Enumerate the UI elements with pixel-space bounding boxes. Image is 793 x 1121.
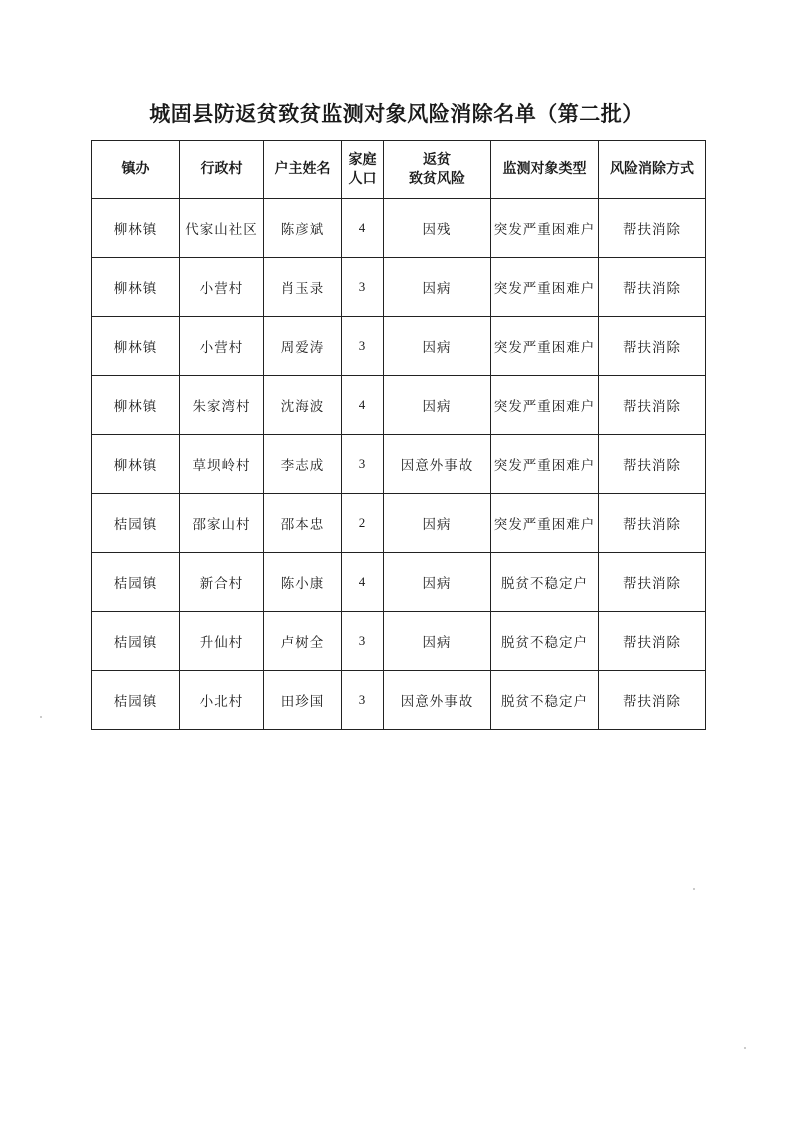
- cell-town: 桔园镇: [92, 671, 180, 730]
- scan-speck: [693, 888, 695, 890]
- cell-removal-method: 帮扶消除: [599, 671, 706, 730]
- cell-monitor-type: 突发严重困难户: [491, 494, 599, 553]
- cell-householder: 卢树全: [264, 612, 342, 671]
- risk-removal-table: [91, 140, 706, 730]
- cell-risk: 因病: [384, 612, 491, 671]
- table-row: [92, 376, 706, 435]
- cell-village: 邵家山村: [180, 494, 264, 553]
- table-row: [92, 612, 706, 671]
- header-town: 镇办: [92, 141, 180, 199]
- cell-monitor-type: 脱贫不稳定户: [491, 553, 599, 612]
- cell-householder: 沈海波: [264, 376, 342, 435]
- cell-town: 桔园镇: [92, 612, 180, 671]
- cell-village: 朱家湾村: [180, 376, 264, 435]
- cell-householder: 陈小康: [264, 553, 342, 612]
- cell-monitor-type: 突发严重困难户: [491, 435, 599, 494]
- cell-village: 草坝岭村: [180, 435, 264, 494]
- cell-family-size: 4: [342, 553, 384, 612]
- cell-family-size: 2: [342, 494, 384, 553]
- cell-town: 柳林镇: [92, 199, 180, 258]
- cell-removal-method: 帮扶消除: [599, 199, 706, 258]
- cell-village: 小营村: [180, 317, 264, 376]
- cell-family-size: 3: [342, 317, 384, 376]
- cell-monitor-type: 突发严重困难户: [491, 199, 599, 258]
- table-row: [92, 553, 706, 612]
- cell-town: 柳林镇: [92, 376, 180, 435]
- cell-householder: 周爱涛: [264, 317, 342, 376]
- cell-monitor-type: 脱贫不稳定户: [491, 612, 599, 671]
- cell-village: 代家山社区: [180, 199, 264, 258]
- cell-removal-method: 帮扶消除: [599, 258, 706, 317]
- header-family-size-line1: 家庭: [348, 151, 377, 168]
- cell-risk: 因病: [384, 317, 491, 376]
- cell-village: 小北村: [180, 671, 264, 730]
- header-monitor-type: 监测对象类型: [491, 141, 599, 199]
- cell-removal-method: 帮扶消除: [599, 376, 706, 435]
- table-row: [92, 258, 706, 317]
- page-title: 城固县防返贫致贫监测对象风险消除名单（第二批）: [149, 101, 644, 126]
- cell-town: 桔园镇: [92, 553, 180, 612]
- table-row: [92, 317, 706, 376]
- cell-risk: 因病: [384, 376, 491, 435]
- cell-monitor-type: 突发严重困难户: [491, 376, 599, 435]
- cell-town: 桔园镇: [92, 494, 180, 553]
- cell-householder: 陈彦斌: [264, 199, 342, 258]
- header-householder: 户主姓名: [264, 141, 342, 199]
- cell-monitor-type: 脱贫不稳定户: [491, 671, 599, 730]
- cell-householder: 李志成: [264, 435, 342, 494]
- header-risk-line2: 致贫风险: [409, 170, 465, 187]
- cell-removal-method: 帮扶消除: [599, 553, 706, 612]
- cell-householder: 肖玉录: [264, 258, 342, 317]
- cell-village: 新合村: [180, 553, 264, 612]
- cell-town: 柳林镇: [92, 258, 180, 317]
- header-family-size-line2: 人口: [348, 170, 377, 187]
- table-row: [92, 435, 706, 494]
- cell-removal-method: 帮扶消除: [599, 494, 706, 553]
- header-family-size: [342, 141, 384, 199]
- cell-village: 升仙村: [180, 612, 264, 671]
- cell-monitor-type: 突发严重困难户: [491, 258, 599, 317]
- cell-village: 小营村: [180, 258, 264, 317]
- cell-householder: 田珍国: [264, 671, 342, 730]
- cell-monitor-type: 突发严重困难户: [491, 317, 599, 376]
- cell-risk: 因意外事故: [384, 435, 491, 494]
- cell-family-size: 3: [342, 612, 384, 671]
- header-risk-line1: 返贫: [423, 151, 451, 168]
- cell-risk: 因残: [384, 199, 491, 258]
- cell-removal-method: 帮扶消除: [599, 435, 706, 494]
- cell-risk: 因病: [384, 258, 491, 317]
- scan-speck: [744, 1047, 746, 1049]
- table-header-row: [92, 141, 706, 199]
- header-removal-method: 风险消除方式: [599, 141, 706, 199]
- cell-removal-method: 帮扶消除: [599, 612, 706, 671]
- cell-family-size: 3: [342, 671, 384, 730]
- cell-risk: 因意外事故: [384, 671, 491, 730]
- cell-town: 柳林镇: [92, 317, 180, 376]
- header-village: 行政村: [180, 141, 264, 199]
- scan-speck: [40, 716, 42, 718]
- cell-householder: 邵本忠: [264, 494, 342, 553]
- table-row: [92, 494, 706, 553]
- table-row: [92, 199, 706, 258]
- cell-family-size: 4: [342, 376, 384, 435]
- cell-family-size: 3: [342, 435, 384, 494]
- header-risk: [384, 141, 491, 199]
- cell-town: 柳林镇: [92, 435, 180, 494]
- cell-risk: 因病: [384, 553, 491, 612]
- cell-risk: 因病: [384, 494, 491, 553]
- table-row: [92, 671, 706, 730]
- cell-removal-method: 帮扶消除: [599, 317, 706, 376]
- cell-family-size: 3: [342, 258, 384, 317]
- cell-family-size: 4: [342, 199, 384, 258]
